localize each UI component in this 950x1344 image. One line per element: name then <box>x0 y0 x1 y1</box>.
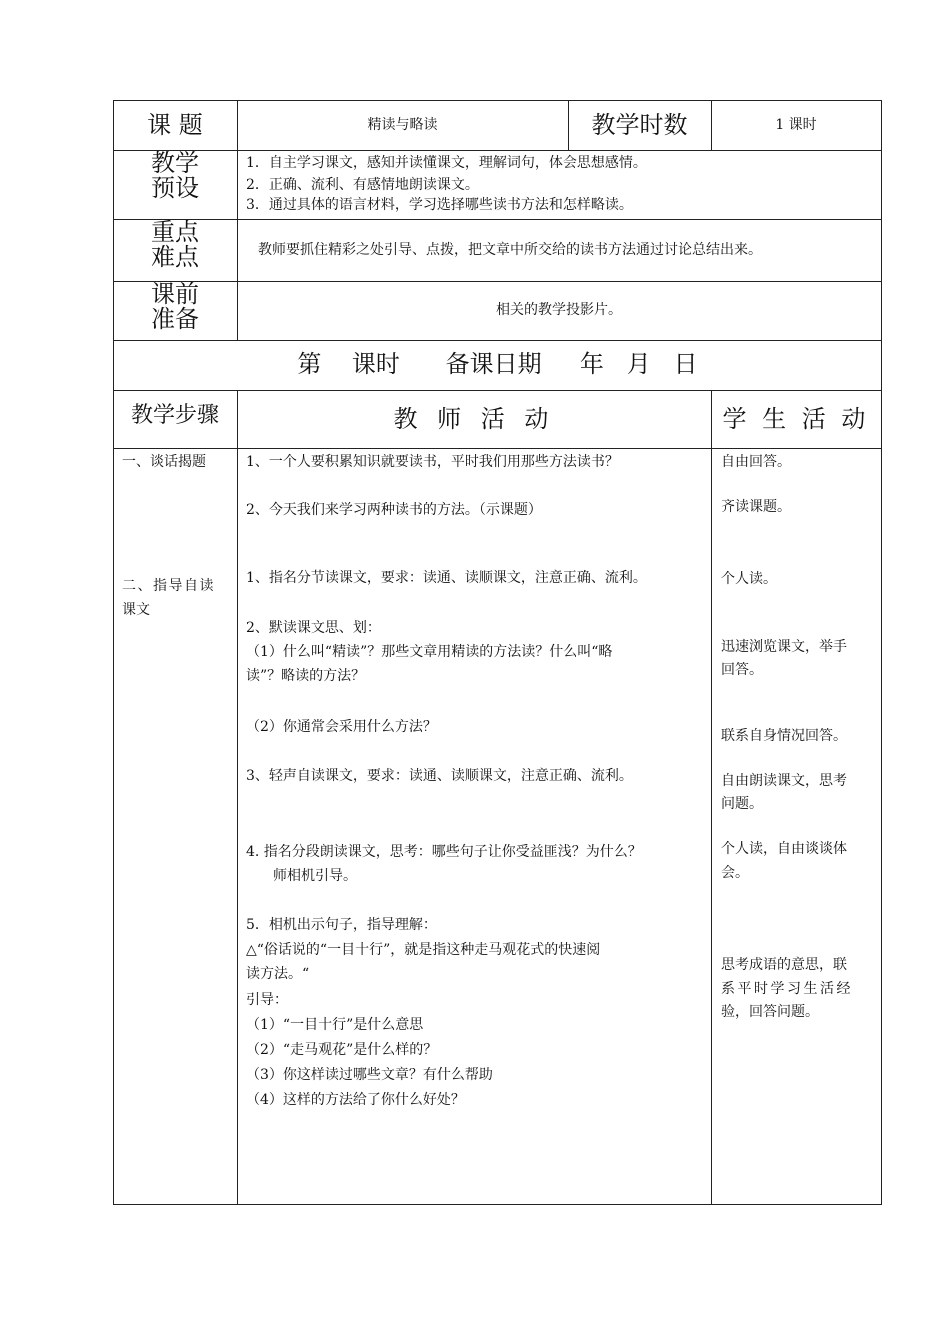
student-line: 思考成语的意思，联 <box>721 957 847 973</box>
teacher-line: 1、指名分节读课文，要求：读通、读顺课文，注意正确、流利。 <box>246 570 647 586</box>
step-item: 课文 <box>122 602 150 618</box>
goal-item: 2．正确、流利、有感情地朗读课文。 <box>246 177 479 193</box>
student-line: 验，回答问题。 <box>721 1004 819 1020</box>
teacher-header: 教 师 活 动 <box>393 405 555 433</box>
teacher-line: △“俗话说的“一目十行”，就是指这种走马观花式的快速阅 <box>246 942 601 958</box>
focus-text: 教师要抓住精彩之处引导、点拨，把文章中所交给的读书方法通过讨论总结出来。 <box>258 242 762 258</box>
student-line: 个人读，自由谈谈体 <box>721 841 847 857</box>
student-line: 齐读课题。 <box>721 499 791 515</box>
goal-item: 1．自主学习课文，感知并读懂课文，理解词句，体会思想感情。 <box>246 155 647 171</box>
student-line: 自由回答。 <box>721 454 791 470</box>
grid-line <box>113 1204 882 1205</box>
topic-value: 精读与略读 <box>367 117 438 133</box>
step-item: 二、指导自读 <box>122 578 215 594</box>
teacher-line: （2）“走马观花”是什么样的？ <box>246 1042 438 1058</box>
student-line: 迅速浏览课文，举手 <box>721 639 847 655</box>
prep-label-line2: 准备 <box>151 305 199 333</box>
prep-text: 相关的教学投影片。 <box>496 302 622 318</box>
grid-line <box>113 100 882 101</box>
topic-label: 课 题 <box>147 111 203 139</box>
student-line: 联系自身情况回答。 <box>721 728 847 744</box>
teacher-line: 引导： <box>246 992 288 1008</box>
focus-label <box>113 220 237 270</box>
grid-line <box>113 448 882 449</box>
student-line: 个人读。 <box>721 571 777 587</box>
grid-line <box>113 390 882 391</box>
teacher-line: 2、今天我们来学习两种读书的方法。（示课题） <box>246 502 542 518</box>
goals-label <box>113 151 237 201</box>
goal-item: 3．通过具体的语言材料，学习选择哪些读书方法和怎样略读。 <box>246 197 633 213</box>
student-line: 回答。 <box>721 662 763 678</box>
grid-line <box>237 390 238 1205</box>
goals-list <box>246 152 647 214</box>
teacher-line: （4）这样的方法给了你什么好处？ <box>246 1092 465 1108</box>
student-line: 系平时学习生活经 <box>721 981 853 997</box>
teacher-line: 读方法。“ <box>246 966 310 982</box>
student-header: 学 生 活 动 <box>722 405 870 433</box>
hours-value: 1 课时 <box>775 117 817 133</box>
steps-header: 教学步骤 <box>130 403 219 428</box>
session-line: 第 课时 备课日期 年 月 日 <box>297 350 698 378</box>
teacher-line: 读”？略读的方法？ <box>246 668 366 684</box>
prep-label-line1: 课前 <box>151 280 199 308</box>
teacher-line: （1）什么叫“精读”？那些文章用精读的方法读？什么叫“略 <box>246 644 613 660</box>
goals-label-line2: 预设 <box>151 174 199 202</box>
teacher-line: 4. 指名分段朗读课文，思考：哪些句子让你受益匪浅？为什么？ <box>246 844 642 860</box>
student-line: 自由朗读课文，思考 <box>721 773 847 789</box>
teacher-line: （2）你通常会采用什么方法？ <box>246 719 437 735</box>
focus-label-line2: 难点 <box>151 243 199 271</box>
student-line: 问题。 <box>721 796 763 812</box>
teacher-line: 5．相机出示句子，指导理解： <box>246 917 437 933</box>
student-line: 会。 <box>721 865 749 881</box>
teacher-line: 1、一个人要积累知识就要读书，平时我们用那些方法读书？ <box>246 454 619 470</box>
teacher-line: 2、默读课文思、划： <box>246 620 381 636</box>
goals-label-line1: 教学 <box>151 149 199 177</box>
grid-line <box>113 340 882 341</box>
teacher-line: （3）你这样读过哪些文章？有什么帮助 <box>246 1067 493 1083</box>
hours-label: 教学时数 <box>591 111 688 139</box>
step-item: 一、谈话揭题 <box>122 454 206 470</box>
focus-label-line1: 重点 <box>151 218 199 246</box>
teacher-line: 师相机引导。 <box>273 868 357 884</box>
prep-label <box>113 282 237 332</box>
teacher-line: （1）“一目十行”是什么意思 <box>246 1017 424 1033</box>
grid-line <box>711 390 712 1205</box>
grid-line <box>881 100 882 1205</box>
teacher-line: 3、轻声自读课文，要求：读通、读顺课文，注意正确、流利。 <box>246 768 633 784</box>
